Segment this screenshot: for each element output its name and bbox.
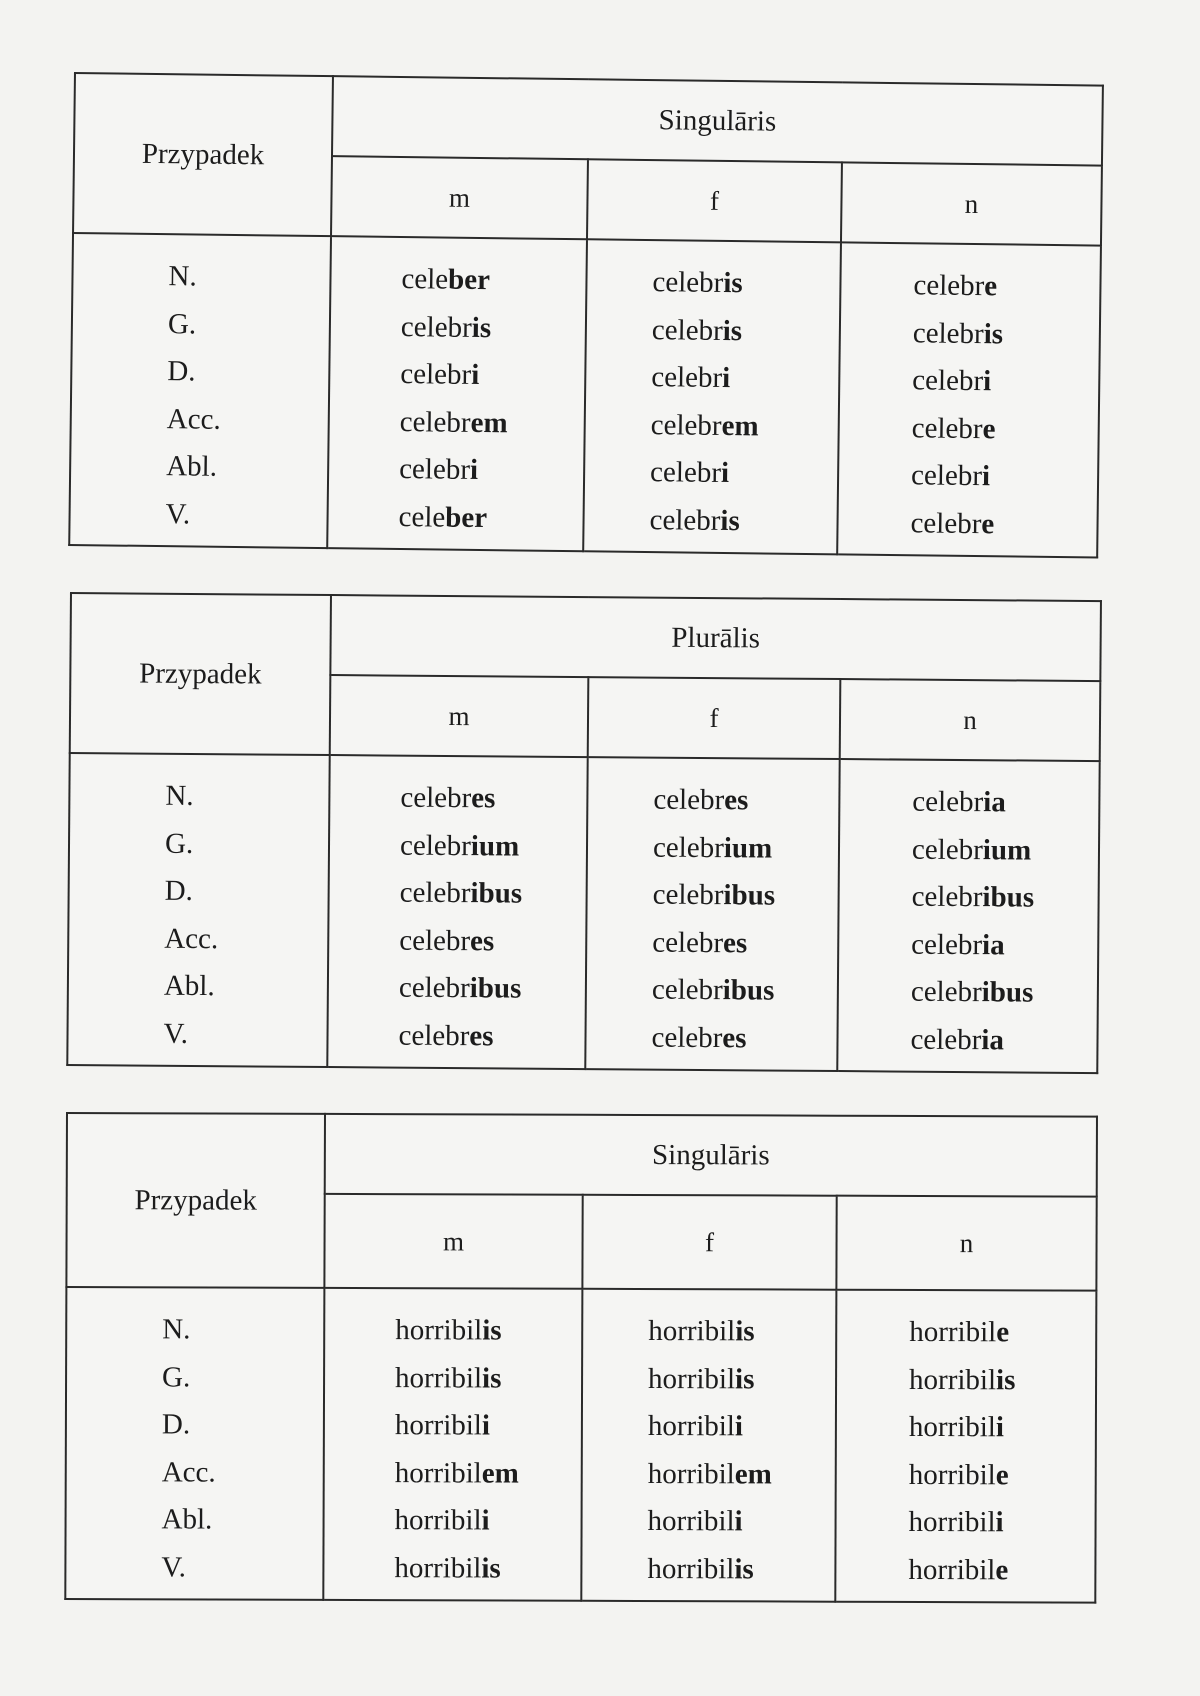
word-form: [588, 824, 838, 873]
case-label: N.: [168, 260, 197, 293]
word-ending: e: [984, 270, 998, 303]
word-ending: i: [481, 1504, 490, 1537]
word-stem: horribil: [647, 1410, 735, 1443]
case-labels-column: [69, 233, 331, 548]
word-ending: es: [469, 1019, 494, 1052]
word-form: [586, 1014, 836, 1063]
word-stem: celebr: [398, 453, 471, 486]
word-ending: is: [471, 311, 492, 344]
word-ending: is: [735, 1362, 755, 1395]
word-stem: horribil: [394, 1504, 482, 1537]
word-form: [585, 401, 838, 452]
forms-column-f: [581, 1289, 836, 1602]
word-ending: e: [996, 1316, 1010, 1349]
word-form: [836, 1546, 1094, 1594]
word-form: [329, 869, 585, 919]
word-stem: horribil: [647, 1457, 735, 1490]
word-form: [330, 350, 585, 401]
word-ending: ibus: [722, 974, 775, 1007]
word-form: [329, 398, 584, 449]
case-label: V.: [163, 1017, 189, 1050]
word-stem: celebr: [651, 361, 723, 394]
word-stem: horribil: [909, 1363, 997, 1396]
word-form: [331, 255, 586, 306]
word-stem: horribil: [647, 1552, 735, 1585]
word-ending: e: [995, 1458, 1009, 1491]
word-stem: celebr: [652, 926, 724, 959]
word-stem: horribil: [647, 1505, 735, 1538]
word-form: [587, 966, 837, 1015]
word-ending: ibus: [981, 976, 1034, 1009]
declension-table-horribilis-singular: [64, 1112, 1098, 1604]
word-stem: celebr: [912, 785, 984, 819]
word-stem: celebr: [400, 310, 472, 344]
word-ending: e: [981, 507, 995, 540]
word-ending: ibus: [723, 879, 776, 912]
word-ending: i: [995, 1506, 1004, 1539]
gender-header-n: n: [840, 679, 1101, 761]
word-stem: horribil: [908, 1505, 996, 1539]
word-stem: horribil: [909, 1315, 997, 1349]
word-form: [587, 919, 837, 968]
word-form: [331, 303, 586, 354]
word-stem: celebr: [652, 266, 724, 299]
word-stem: horribil: [394, 1456, 482, 1489]
forms-column-m: [327, 755, 587, 1069]
word-form: [324, 1497, 580, 1545]
word-ending: i: [982, 365, 992, 398]
word-stem: celebr: [910, 1023, 982, 1056]
word-form: [325, 1402, 581, 1450]
word-form: [837, 1356, 1095, 1404]
word-form: [839, 873, 1097, 923]
word-stem: celebr: [912, 364, 984, 398]
gender-header-m: m: [330, 675, 589, 757]
case-label: D.: [167, 355, 196, 388]
word-ending: es: [471, 782, 496, 815]
word-ending: e: [982, 412, 996, 445]
word-form: [582, 1498, 834, 1546]
case-label: G.: [164, 827, 194, 860]
word-ending: ia: [981, 928, 1005, 961]
word-form: [329, 917, 585, 967]
word-stem: celebr: [651, 973, 723, 1007]
word-stem: horribil: [648, 1315, 736, 1348]
forms-column-f: [585, 757, 839, 1071]
word-ending: is: [983, 317, 1004, 350]
word-form: [324, 1544, 580, 1592]
number-header: Plurālis: [330, 595, 1101, 681]
gender-header-f: f: [582, 1195, 836, 1290]
word-ending: i: [469, 453, 479, 486]
word-stem: celebr: [650, 408, 722, 442]
gender-header-n: n: [836, 1196, 1096, 1291]
case-label: N.: [165, 779, 194, 812]
word-stem: celebr: [911, 411, 983, 445]
word-stem: celebr: [651, 1021, 723, 1054]
word-stem: cele: [401, 263, 449, 296]
case-label: V.: [161, 1550, 186, 1583]
forms-column-n: [837, 759, 1099, 1073]
word-stem: horribil: [395, 1314, 483, 1347]
word-form: [584, 496, 837, 547]
case-label: Abl.: [163, 969, 215, 1003]
word-ending: em: [734, 1457, 772, 1490]
word-ending: i: [721, 361, 731, 395]
number-header: Singulāris: [325, 1114, 1097, 1197]
word-form: [586, 353, 839, 404]
word-stem: celebr: [649, 503, 721, 537]
word-form: [840, 356, 1099, 407]
word-ending: ium: [982, 833, 1032, 867]
word-stem: horribil: [648, 1362, 736, 1395]
forms-column-n: [837, 242, 1101, 557]
word-form: [840, 826, 1098, 876]
word-form: [837, 1451, 1095, 1499]
case-label: D.: [164, 874, 193, 907]
case-label: G.: [167, 307, 197, 341]
case-labels-column: [65, 1287, 324, 1600]
word-stem: horribil: [394, 1551, 482, 1584]
word-stem: celebr: [653, 783, 725, 817]
word-ending: i: [734, 1505, 743, 1538]
word-form: [328, 493, 583, 544]
word-ending: i: [481, 1409, 491, 1442]
word-form: [837, 1404, 1095, 1452]
word-stem: celebr: [399, 405, 471, 439]
word-ending: is: [482, 1361, 502, 1395]
word-stem: celebr: [400, 358, 472, 391]
gender-header-f: f: [587, 159, 842, 242]
word-stem: horribil: [395, 1361, 483, 1394]
word-ending: es: [722, 926, 748, 959]
declension-table-celeber-singular: [68, 72, 1104, 559]
word-ending: i: [734, 1410, 744, 1443]
word-form: [587, 871, 837, 920]
word-ending: ber: [447, 263, 491, 297]
word-ending: es: [724, 784, 749, 817]
word-form: [841, 309, 1100, 360]
word-form: [839, 921, 1097, 971]
word-stem: horribil: [908, 1458, 996, 1491]
gender-header-f: f: [588, 677, 841, 759]
word-form: [841, 261, 1100, 312]
word-form: [838, 1016, 1096, 1066]
word-stem: celebr: [651, 313, 723, 347]
word-form: [329, 964, 585, 1014]
word-ending: is: [734, 1552, 754, 1585]
word-ending: i: [995, 1411, 1005, 1444]
word-stem: celebr: [910, 506, 982, 540]
gender-header-m: m: [324, 1194, 582, 1289]
word-ending: ibus: [982, 881, 1035, 914]
word-form: [325, 1449, 581, 1497]
word-ending: es: [469, 924, 495, 957]
forms-column-m: [323, 1288, 582, 1601]
word-form: [325, 1354, 581, 1402]
word-stem: cele: [398, 500, 446, 534]
word-ending: ia: [981, 1023, 1005, 1056]
word-ending: e: [995, 1553, 1009, 1586]
word-ending: is: [720, 504, 740, 537]
word-form: [839, 404, 1098, 455]
word-form: [330, 774, 586, 824]
word-form: [839, 968, 1097, 1018]
word-ending: ibus: [469, 972, 522, 1005]
case-column-header: Przypadek: [66, 1113, 325, 1288]
word-stem: horribil: [908, 1553, 996, 1586]
forms-column-f: [583, 239, 841, 554]
word-form: [325, 1307, 581, 1355]
word-form: [329, 445, 584, 496]
word-stem: horribil: [394, 1409, 482, 1442]
word-ending: ium: [470, 829, 520, 863]
case-label: Abl.: [161, 1503, 213, 1536]
word-ending: em: [721, 409, 759, 442]
word-stem: celebr: [912, 316, 984, 350]
word-stem: celebr: [911, 880, 983, 914]
word-ending: ber: [445, 501, 488, 534]
case-label: Acc.: [166, 402, 221, 436]
forms-column-m: [327, 236, 587, 551]
case-column-header: Przypadek: [73, 73, 333, 236]
word-form: [839, 451, 1098, 502]
word-form: [837, 1309, 1095, 1357]
word-form: [330, 822, 586, 872]
declension-table-celeber-plural: [66, 592, 1102, 1074]
word-form: [583, 1355, 835, 1403]
word-form: [587, 258, 840, 309]
word-stem: celebr: [398, 1019, 470, 1052]
case-label: N.: [162, 1313, 191, 1346]
word-stem: celebr: [910, 975, 982, 1009]
word-form: [588, 776, 838, 825]
word-ending: is: [481, 1551, 501, 1585]
word-stem: celebr: [652, 831, 724, 864]
word-stem: horribil: [908, 1410, 996, 1444]
word-ending: em: [470, 406, 508, 439]
word-stem: celebr: [652, 878, 724, 912]
word-stem: celebr: [911, 928, 983, 961]
word-stem: celebr: [400, 781, 472, 815]
case-label: G.: [162, 1360, 191, 1393]
word-ending: is: [996, 1363, 1016, 1396]
number-header: Singulāris: [332, 76, 1103, 165]
word-ending: is: [482, 1314, 502, 1347]
word-form: [587, 306, 840, 357]
word-form: [836, 1499, 1094, 1547]
word-form: [582, 1545, 834, 1593]
case-label: D.: [161, 1408, 191, 1441]
word-stem: celebr: [399, 924, 471, 957]
word-ending: i: [720, 456, 730, 490]
case-label: Acc.: [161, 1455, 216, 1489]
case-label: Acc.: [164, 922, 219, 955]
word-ending: em: [481, 1456, 519, 1490]
word-form: [583, 1450, 835, 1498]
word-form: [585, 448, 838, 499]
word-ending: es: [722, 1021, 747, 1054]
word-ending: is: [722, 314, 743, 347]
word-ending: is: [723, 266, 743, 300]
gender-header-n: n: [841, 162, 1102, 245]
word-ending: ium: [723, 831, 773, 865]
word-ending: is: [735, 1315, 755, 1348]
word-stem: celebr: [399, 829, 471, 862]
word-form: [328, 1012, 584, 1062]
case-labels-column: [67, 753, 329, 1067]
word-form: [583, 1403, 835, 1451]
case-column-header: Przypadek: [70, 593, 331, 755]
case-label: Abl.: [165, 450, 218, 483]
word-stem: celebr: [911, 833, 983, 866]
word-form: [840, 778, 1098, 828]
case-label: V.: [165, 497, 191, 530]
word-stem: celebr: [398, 971, 470, 1005]
word-ending: i: [470, 358, 480, 391]
word-stem: celebr: [910, 459, 983, 493]
forms-column-n: [835, 1290, 1096, 1603]
word-stem: celebr: [649, 456, 722, 489]
word-form: [838, 499, 1097, 550]
word-ending: ia: [983, 786, 1006, 819]
word-ending: i: [981, 460, 991, 493]
gender-header-m: m: [331, 156, 588, 239]
word-form: [583, 1308, 835, 1356]
word-ending: ibus: [470, 877, 523, 910]
word-stem: celebr: [399, 876, 471, 910]
word-stem: celebr: [913, 269, 985, 303]
